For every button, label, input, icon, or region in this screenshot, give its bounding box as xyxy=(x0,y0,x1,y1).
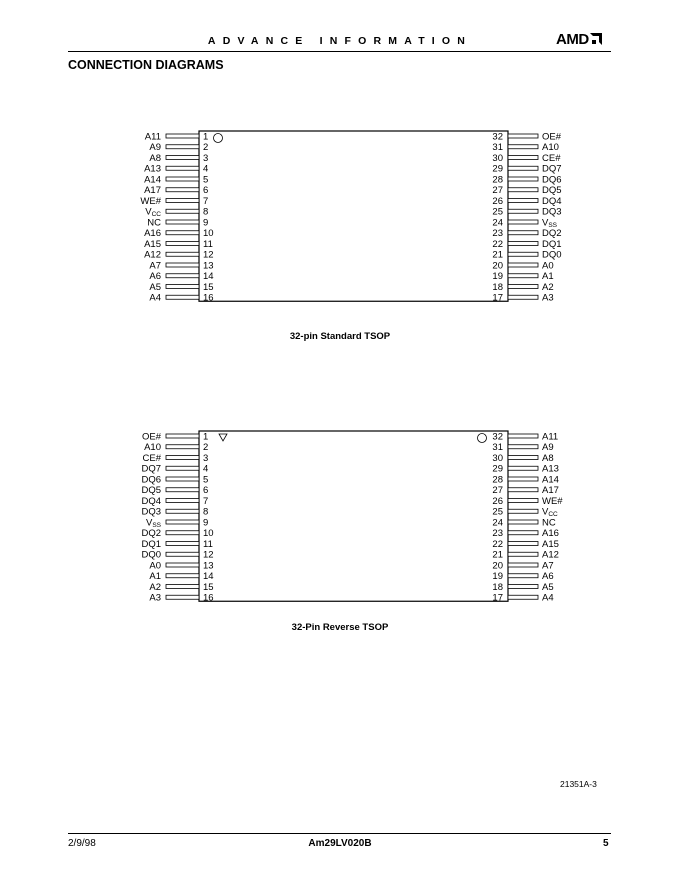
standard-tsop-caption: 32-pin Standard TSOP xyxy=(289,331,391,342)
pin-name-25: VCC xyxy=(542,506,558,519)
pin-name-3: A8 xyxy=(149,152,161,164)
pin-lead-4 xyxy=(166,466,199,470)
pin-name-12: DQ0 xyxy=(141,549,161,561)
pin-lead-30 xyxy=(508,456,538,460)
pin-name-1: A11 xyxy=(144,131,161,143)
pin-name-22: A15 xyxy=(542,538,559,550)
pin-name-18: A5 xyxy=(542,581,554,593)
pin-name-25: DQ3 xyxy=(542,206,562,218)
pin-number-24: 24 xyxy=(492,517,503,529)
pin-lead-6 xyxy=(166,188,199,192)
pin-lead-12 xyxy=(166,552,199,556)
pin-number-17: 17 xyxy=(492,592,503,604)
pin-lead-6 xyxy=(166,488,199,492)
pin-lead-25 xyxy=(508,509,538,513)
section-title: CONNECTION DIAGRAMS xyxy=(68,58,224,72)
pin-name-4: DQ7 xyxy=(141,463,161,475)
pin-name-1: OE# xyxy=(141,431,161,443)
pin-name-4: A13 xyxy=(144,163,161,175)
pin-lead-3 xyxy=(166,156,199,160)
orientation-circle-mark xyxy=(478,434,487,443)
pin-name-29: A13 xyxy=(542,463,559,475)
pin-name-21: DQ0 xyxy=(542,249,562,261)
amd-logo xyxy=(556,31,602,48)
footer-document-title: Am29LV020B xyxy=(308,838,372,849)
pin-number-20: 20 xyxy=(492,560,503,572)
pin-name-19: A6 xyxy=(542,571,554,583)
pin-lead-20 xyxy=(508,263,538,267)
pin-lead-7 xyxy=(166,499,199,503)
pin-lead-26 xyxy=(508,499,538,503)
pin-number-30: 30 xyxy=(492,452,503,464)
pin-number-2: 2 xyxy=(203,142,209,154)
pin-lead-3 xyxy=(166,456,199,460)
reverse-tsop-caption: 32-Pin Reverse TSOP xyxy=(291,622,389,633)
pin-number-19: 19 xyxy=(492,571,503,583)
pin1-triangle-mark xyxy=(219,434,227,441)
pin-name-30: CE# xyxy=(542,152,561,164)
pin-lead-18 xyxy=(508,285,538,289)
pin-number-26: 26 xyxy=(492,495,503,507)
pin-number-24: 24 xyxy=(492,217,503,229)
pin-name-24: VSS xyxy=(542,217,558,229)
pin-name-12: A12 xyxy=(144,249,161,261)
pin-number-13: 13 xyxy=(203,560,214,572)
pin-lead-23 xyxy=(508,231,538,235)
pin-lead-16 xyxy=(166,295,199,299)
pin-number-32: 32 xyxy=(492,131,503,143)
chip-body xyxy=(199,431,508,601)
pin-lead-32 xyxy=(508,134,538,138)
pin-name-15: A5 xyxy=(149,281,161,293)
pin-lead-17 xyxy=(508,595,538,599)
pin-number-21: 21 xyxy=(492,249,503,261)
pin-number-7: 7 xyxy=(203,495,209,507)
pin-name-31: A10 xyxy=(542,142,559,154)
reverse-tsop-diagram xyxy=(0,420,680,620)
pin-lead-21 xyxy=(508,252,538,256)
pin-name-30: A8 xyxy=(542,452,554,464)
pin-number-30: 30 xyxy=(492,152,503,164)
pin-number-2: 2 xyxy=(203,442,209,454)
pin-number-1: 1 xyxy=(203,131,209,143)
figure-reference: 21351A-3 xyxy=(560,779,597,789)
pin-number-8: 8 xyxy=(203,206,209,218)
pin-number-11: 11 xyxy=(203,238,213,250)
pin-lead-14 xyxy=(166,274,199,278)
pin-number-32: 32 xyxy=(492,431,503,443)
pin-lead-27 xyxy=(508,188,538,192)
pin-name-14: A1 xyxy=(149,571,161,583)
footer-date: 2/9/98 xyxy=(68,838,96,849)
pin-number-8: 8 xyxy=(203,506,209,518)
pin-lead-9 xyxy=(166,220,199,224)
pin-lead-30 xyxy=(508,156,538,160)
pin-name-23: A16 xyxy=(542,528,559,540)
pin-name-20: A7 xyxy=(542,560,554,572)
pin-lead-4 xyxy=(166,166,199,170)
pin-name-18: A2 xyxy=(542,281,554,293)
pin-number-31: 31 xyxy=(492,442,503,454)
pin-lead-13 xyxy=(166,563,199,567)
pin-name-2: A10 xyxy=(144,442,161,454)
pin-lead-31 xyxy=(508,445,538,449)
amd-arrow-icon xyxy=(590,33,602,45)
pin-lead-2 xyxy=(166,445,199,449)
pin-number-12: 12 xyxy=(203,549,214,561)
pin-lead-9 xyxy=(166,520,199,524)
pin-name-9: VSS xyxy=(145,517,161,529)
pin-number-15: 15 xyxy=(203,281,214,293)
pin-number-21: 21 xyxy=(492,549,503,561)
pin-number-6: 6 xyxy=(203,485,209,497)
pin-lead-28 xyxy=(508,477,538,481)
pin-number-17: 17 xyxy=(492,292,503,304)
pin-name-8: DQ3 xyxy=(141,506,161,518)
pin-number-25: 25 xyxy=(492,506,503,518)
pin-number-13: 13 xyxy=(203,260,214,272)
pin-number-5: 5 xyxy=(203,174,209,186)
pin-number-27: 27 xyxy=(492,485,503,497)
pin-name-26: DQ4 xyxy=(542,195,562,207)
pin-lead-1 xyxy=(166,134,199,138)
header-rule xyxy=(68,51,611,52)
pin-number-4: 4 xyxy=(203,463,209,475)
pin-lead-23 xyxy=(508,531,538,535)
pin-number-25: 25 xyxy=(492,206,503,218)
footer-rule xyxy=(68,833,611,834)
pin-number-22: 22 xyxy=(492,238,503,250)
pin-lead-20 xyxy=(508,563,538,567)
pin-number-10: 10 xyxy=(203,228,214,240)
pin-lead-19 xyxy=(508,574,538,578)
pin-lead-17 xyxy=(508,295,538,299)
pin-number-31: 31 xyxy=(492,142,503,154)
pin-number-14: 14 xyxy=(203,571,214,583)
pin-number-26: 26 xyxy=(492,195,503,207)
pin-number-29: 29 xyxy=(492,163,503,175)
pin-name-5: DQ6 xyxy=(141,474,161,486)
pin-name-16: A4 xyxy=(149,292,161,304)
pin-lead-14 xyxy=(166,574,199,578)
pin-number-14: 14 xyxy=(203,271,214,283)
pin-name-6: A17 xyxy=(144,185,161,197)
pin-name-19: A1 xyxy=(542,271,554,283)
pin-name-14: A6 xyxy=(149,271,161,283)
pin-lead-24 xyxy=(508,220,538,224)
pin-number-7: 7 xyxy=(203,195,209,207)
pin-number-9: 9 xyxy=(203,517,209,529)
footer-page-number: 5 xyxy=(603,838,609,849)
pin-name-11: A15 xyxy=(144,238,161,250)
pin-lead-7 xyxy=(166,199,199,203)
pin-number-23: 23 xyxy=(492,528,503,540)
pin-lead-25 xyxy=(508,209,538,213)
pin-name-13: A7 xyxy=(149,260,161,272)
pin-name-13: A0 xyxy=(149,560,161,572)
pin-name-3: CE# xyxy=(142,452,161,464)
pin-name-16: A3 xyxy=(149,592,161,604)
pin-number-27: 27 xyxy=(492,185,503,197)
pin-lead-1 xyxy=(166,434,199,438)
pin-lead-22 xyxy=(508,542,538,546)
pin-lead-22 xyxy=(508,242,538,246)
pin-lead-10 xyxy=(166,231,199,235)
pin-lead-15 xyxy=(166,585,199,589)
pin-number-6: 6 xyxy=(203,185,209,197)
pin-number-16: 16 xyxy=(203,292,214,304)
pin-number-10: 10 xyxy=(203,528,214,540)
pin-lead-5 xyxy=(166,177,199,181)
pin-lead-8 xyxy=(166,509,199,513)
pin-name-27: A17 xyxy=(542,485,559,497)
pin-name-11: DQ1 xyxy=(141,538,161,550)
pin-lead-5 xyxy=(166,477,199,481)
pin-name-32: A11 xyxy=(542,431,559,443)
pin-name-22: DQ1 xyxy=(542,238,562,250)
pin-number-3: 3 xyxy=(203,152,209,164)
pin-name-26: WE# xyxy=(542,495,563,507)
pin-name-5: A14 xyxy=(144,174,161,186)
pin-number-28: 28 xyxy=(492,474,503,486)
pin-lead-32 xyxy=(508,434,538,438)
pin-lead-27 xyxy=(508,488,538,492)
pin-name-24: NC xyxy=(542,517,556,529)
pin-lead-29 xyxy=(508,466,538,470)
pin-name-6: DQ5 xyxy=(141,485,161,497)
pin-lead-28 xyxy=(508,177,538,181)
pin-number-22: 22 xyxy=(492,538,503,550)
standard-tsop-diagram xyxy=(0,120,680,320)
pin-lead-11 xyxy=(166,542,199,546)
pin-number-9: 9 xyxy=(203,217,209,229)
pin-name-20: A0 xyxy=(542,260,554,272)
pin-name-23: DQ2 xyxy=(542,228,562,240)
pin1-circle-mark xyxy=(214,134,223,143)
pin-number-18: 18 xyxy=(492,581,503,593)
pin-lead-10 xyxy=(166,531,199,535)
pin-lead-31 xyxy=(508,145,538,149)
pin-lead-24 xyxy=(508,520,538,524)
pin-name-10: A16 xyxy=(144,228,161,240)
pin-name-29: DQ7 xyxy=(542,163,562,175)
pin-lead-2 xyxy=(166,145,199,149)
pin-number-3: 3 xyxy=(203,452,209,464)
pin-number-15: 15 xyxy=(203,581,214,593)
pin-name-8: VCC xyxy=(145,206,161,219)
pin-number-23: 23 xyxy=(492,228,503,240)
pin-number-5: 5 xyxy=(203,474,209,486)
pin-name-7: WE# xyxy=(140,195,161,207)
pin-lead-16 xyxy=(166,595,199,599)
pin-number-16: 16 xyxy=(203,592,214,604)
pin-name-7: DQ4 xyxy=(141,495,161,507)
pin-name-15: A2 xyxy=(149,581,161,593)
pin-lead-15 xyxy=(166,285,199,289)
pin-lead-19 xyxy=(508,274,538,278)
pin-name-10: DQ2 xyxy=(141,528,161,540)
pin-number-28: 28 xyxy=(492,174,503,186)
pin-lead-8 xyxy=(166,209,199,213)
pin-name-32: OE# xyxy=(542,131,562,143)
pin-name-28: A14 xyxy=(542,474,559,486)
pin-name-31: A9 xyxy=(542,442,554,454)
pin-number-19: 19 xyxy=(492,271,503,283)
pin-lead-12 xyxy=(166,252,199,256)
pin-number-29: 29 xyxy=(492,463,503,475)
pin-name-17: A3 xyxy=(542,292,554,304)
pin-number-11: 11 xyxy=(203,538,213,550)
pin-lead-29 xyxy=(508,166,538,170)
pin-lead-18 xyxy=(508,585,538,589)
pin-name-27: DQ5 xyxy=(542,185,562,197)
pin-name-2: A9 xyxy=(149,142,161,154)
pin-number-18: 18 xyxy=(492,281,503,293)
pin-name-17: A4 xyxy=(542,592,554,604)
amd-logo-text: AMD xyxy=(556,31,589,48)
pin-lead-21 xyxy=(508,552,538,556)
chip-body xyxy=(199,131,508,301)
pin-number-4: 4 xyxy=(203,163,209,175)
pin-number-12: 12 xyxy=(203,249,214,261)
pin-name-9: NC xyxy=(147,217,161,229)
pin-lead-11 xyxy=(166,242,199,246)
pin-lead-26 xyxy=(508,199,538,203)
pin-number-1: 1 xyxy=(203,431,209,443)
running-header: ADVANCE INFORMATION xyxy=(207,35,473,47)
pin-number-20: 20 xyxy=(492,260,503,272)
pin-lead-13 xyxy=(166,263,199,267)
pin-name-21: A12 xyxy=(542,549,559,561)
pin-name-28: DQ6 xyxy=(542,174,562,186)
